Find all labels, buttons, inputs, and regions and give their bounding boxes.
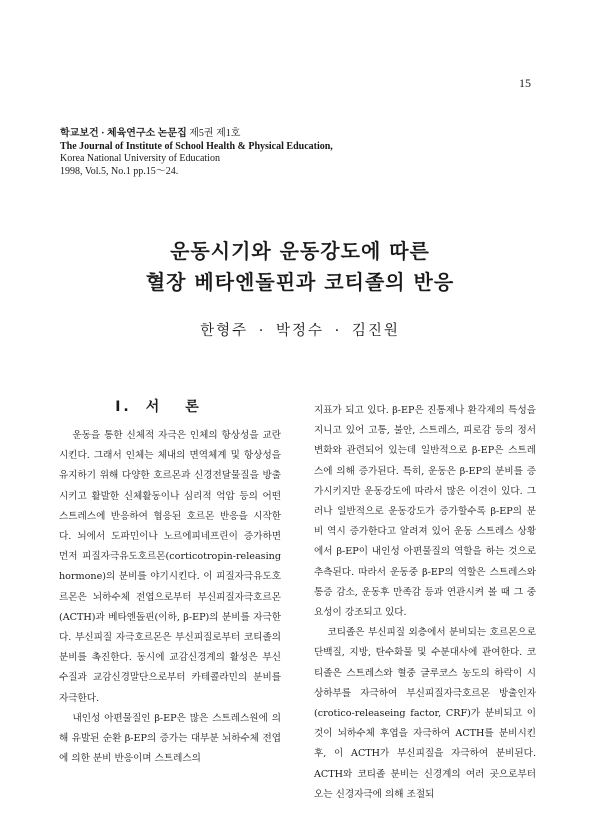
section-heading-introduction [59,392,281,422]
journal-korean-line [60,128,390,141]
journal-volume-korean: 제5권 제1호 [186,128,241,139]
paragraph: 지표가 되고 있다. β-EP은 진통제나 환각제의 특성을 지니고 있어 고통, 불안, 스트레스, 피로감 등의 정서 변화와 관련되어 있는데 일반적으로 β-EP은 스트레스에 의해 증가된다. 특히, 운동은 β-EP의 분비를 증가시키지만 운동강도에 따라서 많은 이견이 있다. 그러나 일반적으로 운동강도가 증가할수록 β-EP의 분비 역시 증가한다고 알려져 있어 운동 스트레스 상황에서 β-EP이 내인성 아편물질의 역할을 하는 것으로 추측된다. 따라서 운동중 β-EP의 역할은 스트레스와 통증 감소, 운동후 만족감 등과 연관시켜 볼 때 그 중요성이 강조되고 있다. [314,405,536,619]
left-column [59,392,281,769]
page-number: 15 [519,76,531,90]
right-column [314,401,536,805]
journal-korean-name: 학교보건 · 체육연구소 논문집 [60,128,187,139]
section-number: Ⅰ. [115,399,132,415]
journal-english-name: The Journal of Institute of School Health & Physical Education, [60,140,333,152]
paragraph: 코티졸은 부신피질 외층에서 분비되는 호르몬으로 단백질, 지방, 탄수화물 및 수분대사에 관여한다. 코티졸은 스트레스와 혈중 글루코스 농도의 하락이 시상하부를 자극하여 부신피질자극호르몬 방출인자(crotico-releaseing factor, CRF)가 분비되고 이것이 뇌하수체 후엽을 자극하여 ACTH를 분비시킨 후, 이 ACTH가 부신피질을 자극하여 분비된다. ACTH와 코티졸 분비는 신경계의 여러 곳으로부터 오는 신경자극에 의해 조절되 [314,627,536,800]
journal-citation: 1998, Vol.5, No.1 pp.15～24. [60,165,179,177]
journal-university: Korea National University of Education [60,153,220,165]
paper-title-line-1: 운동시기와 운동강도에 따른 [170,239,430,263]
author-list: 한형주 · 박정수 · 김진원 [200,323,400,339]
journal-header [60,128,390,178]
paper-title [0,236,600,298]
paragraph: 운동을 통한 신체적 자극은 인체의 항상성을 교란시킨다. 그래서 인체는 체내의 면역체계 및 항상성을 유지하기 위해 다양한 호르몬과 신경전달물질을 방출시키고 활발한 신체활동이나 심리적 억압 등의 어떤 스트레스에 반응하여 협응된 호르몬 반응을 시작한다. 뇌에서 도파민이나 노르에피네프린이 증가하면 먼저 피질자극유도호르몬(corticotropin-releasing hormone)의 분비를 야기시킨다. 이 피질자극유도호르몬은 뇌하수체 전엽으로부터 부신피질자극호르몬(ACTH)과 베타엔돌핀(이하, β-EP)의 분비를 자극한다. 부신피질 자극호르몬은 부신피질로부터 코티졸의 분비를 촉진한다. 동시에 교감신경계의 활성은 부신수질과 교감신경말단으로부터 카테콜라민의 분비를 자극한다. [59,430,281,704]
section-title: 서론 [145,399,225,415]
paragraph: 내인성 아편물질인 β-EP은 많은 스트레스원에 의해 유발된 순환 β-EP의 증가는 대부분 뇌하수체 전엽에 의한 분비 반응이며 스트레스의 [59,712,281,765]
paper-title-line-2: 혈장 베타엔돌핀과 코티졸의 반응 [145,270,455,294]
